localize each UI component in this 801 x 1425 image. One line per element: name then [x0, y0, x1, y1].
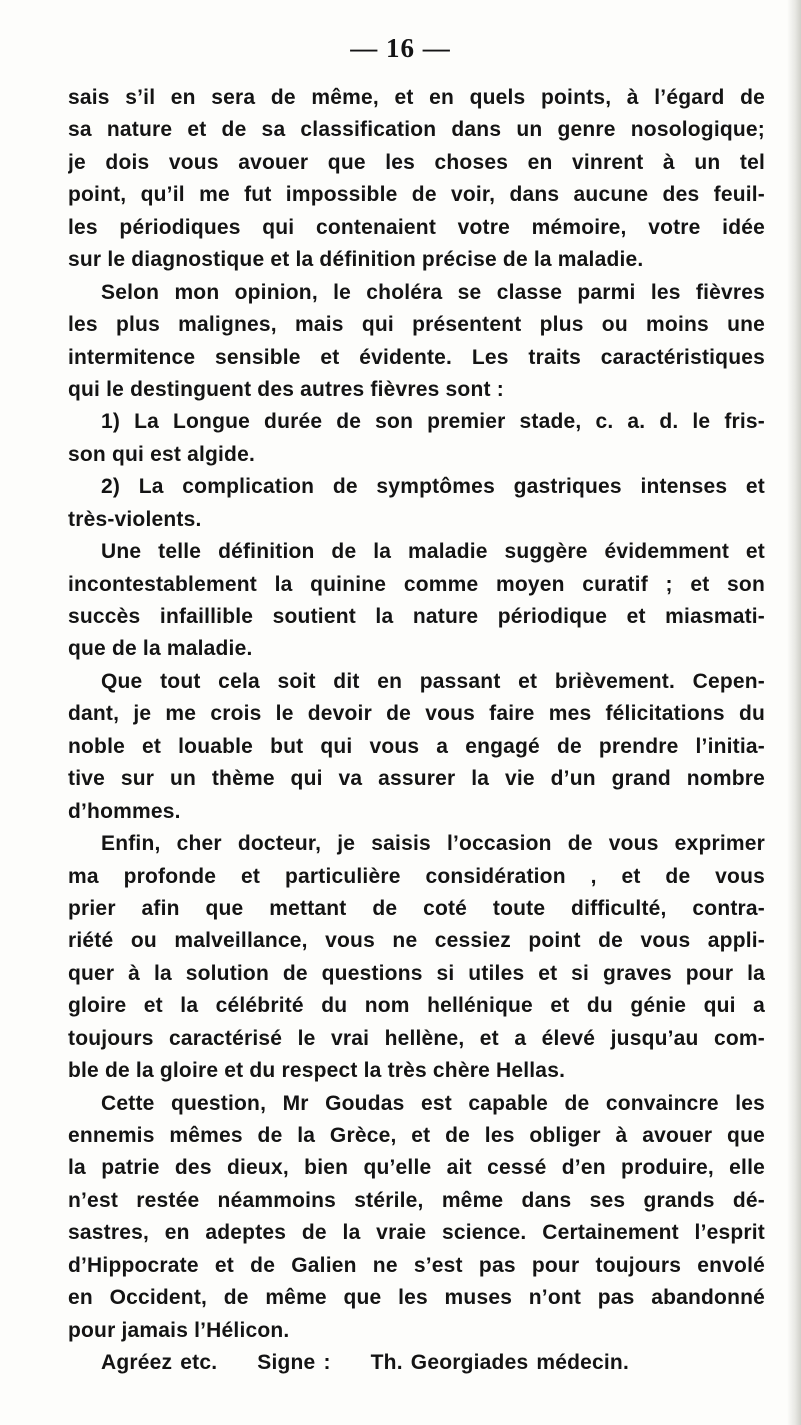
- text-line: quer à la solution de questions si utiles et si graves pour la: [68, 961, 765, 985]
- text-line: sais s’il en sera de même, et en quels points, à l’égard de: [68, 86, 765, 109]
- text-line: qui le destinguent des autres fièvres sont :: [68, 377, 504, 401]
- text-line: dant, je me crois le devoir de vous faire mes félicitations du: [68, 702, 765, 726]
- text-line: sastres, en adeptes de la vraie science. Certainement l’esprit: [68, 1221, 765, 1245]
- letter-body: [68, 82, 765, 1380]
- text-line: n’est restée néammoins stérile, même dans ses grands dé-: [68, 1188, 765, 1212]
- text-line: Selon mon opinion, le choléra se classe parmi les fièvres: [101, 280, 765, 304]
- text-line: ennemis mêmes de la Grèce, et de les obliger à avouer que: [68, 1124, 765, 1147]
- text-line: que de la maladie.: [68, 637, 253, 661]
- text-line: toujours caractérisé le vrai hellène, et a élevé jusqu’au com-: [68, 1026, 765, 1050]
- text-line: noble et louable but qui vous a engagé de prendre l’initia-: [68, 734, 765, 758]
- text-line: intermitence sensible et évidente. Les traits caractéristiques: [68, 345, 765, 369]
- text-line: point, qu’il me fut impossible de voir, dans aucune des feuil-: [68, 183, 765, 207]
- text-line: son qui est algide.: [68, 442, 255, 466]
- page-edge-shadow: [787, 0, 801, 1425]
- text-line: la patrie des dieux, bien qu’elle ait cessé d’en produire, elle: [68, 1156, 765, 1180]
- text-line: sa nature et de sa classification dans un genre nosologique;: [68, 118, 765, 142]
- text-line: les périodiques qui contenaient votre mémoire, votre idée: [68, 215, 765, 239]
- text-line: prier afin que mettant de coté toute difficulté, contra-: [68, 896, 765, 920]
- text-line: sur le diagnostique et la définition précise de la maladie.: [68, 248, 644, 272]
- text-line: pour jamais l’Hélicon.: [68, 1318, 290, 1342]
- text-line: riété ou malveillance, vous ne cessiez point de vous appli-: [68, 929, 765, 953]
- text-line: succès infaillible soutient la nature périodique et miasmati-: [68, 605, 765, 628]
- text-line: les plus malignes, mais qui présentent plus ou moins une: [68, 313, 765, 337]
- text-line: 2) La complication de symptômes gastriques intenses et: [101, 475, 765, 499]
- text-line: en Occident, de même que les muses n’ont pas abandonné: [68, 1286, 765, 1310]
- text-line: ma profonde et particulière considération , et de vous: [68, 864, 765, 888]
- text-line: gloire et la célébrité du nom hellénique et du génie qui a: [68, 994, 765, 1018]
- text-line: Une telle définition de la maladie suggère évidemment et: [101, 540, 765, 564]
- page-number-header: — 16 —: [350, 33, 451, 63]
- text-line: 1) La Longue durée de son premier stade, c. a. d. le fris-: [101, 410, 765, 434]
- text-line: ble de la gloire et du respect la très chère Hellas.: [68, 1059, 566, 1083]
- text-line: tive sur un thème qui va assurer la vie d’un grand nombre: [68, 767, 765, 791]
- text-line: d’Hippocrate et de Galien ne s’est pas pour toujours envolé: [68, 1253, 765, 1277]
- signoff-line: [68, 1347, 765, 1379]
- text-line: Cette question, Mr Goudas est capable de convaincre les: [101, 1091, 765, 1115]
- text-line: incontestablement la quinine comme moyen curatif ; et son: [68, 572, 765, 596]
- signed-label: Signe :: [257, 1351, 331, 1375]
- signatory-name: Th. Georgiades médecin.: [370, 1351, 629, 1375]
- text-line: je dois vous avouer que les choses en vinrent à un tel: [68, 150, 765, 174]
- text-line: d’hommes.: [68, 799, 181, 823]
- text-line: Que tout cela soit dit en passant et brièvement. Cepen-: [101, 669, 765, 693]
- closing-text: Agréez etc.: [101, 1351, 218, 1375]
- text-line: Enfin, cher docteur, je saisis l’occasion de vous exprimer: [101, 832, 765, 856]
- text-line: très-violents.: [68, 507, 202, 531]
